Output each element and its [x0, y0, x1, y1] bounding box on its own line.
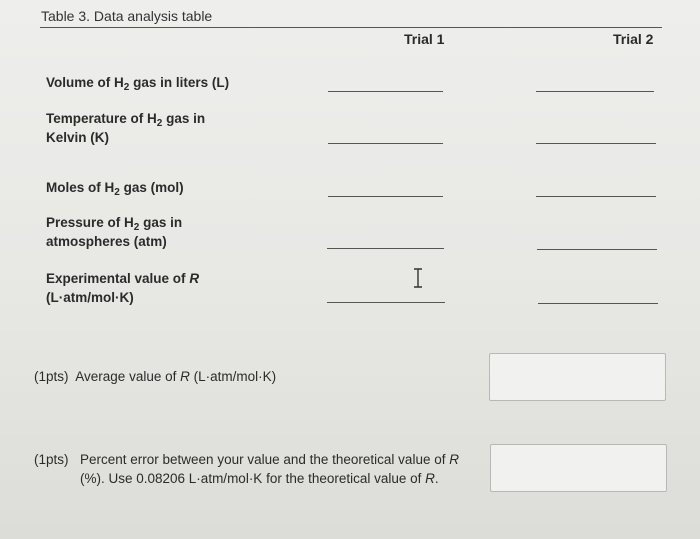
- text-cursor-icon: [412, 268, 424, 288]
- input-pressure-trial-1[interactable]: [327, 248, 444, 249]
- input-moles-trial-2[interactable]: [536, 196, 656, 197]
- row-label-volume: Volume of $H_2$ gas in liters (L): [46, 75, 230, 93]
- input-temperature-trial-1[interactable]: [328, 143, 443, 144]
- row-label-experimental-r: Experimental value of R (L·atm/mol·K): [46, 271, 200, 305]
- question-average-r: (1pts) Average value of R (L·atm/mol·K): [34, 369, 277, 384]
- table-title: Table 3. Data analysis table: [41, 8, 213, 24]
- input-temperature-trial-2[interactable]: [536, 143, 656, 144]
- row-label-moles: Moles of $H_2$ gas (mol): [46, 180, 184, 198]
- row-label-temperature: Temperature of $H_2$ gas in Kelvin (K): [46, 111, 206, 145]
- input-experimental-r-trial-2[interactable]: [538, 303, 658, 304]
- answer-box-percent-error[interactable]: [490, 444, 667, 492]
- input-volume-trial-1[interactable]: [328, 91, 443, 92]
- input-pressure-trial-2[interactable]: [537, 249, 657, 250]
- input-volume-trial-2[interactable]: [536, 91, 654, 92]
- input-moles-trial-1[interactable]: [328, 196, 443, 197]
- column-header-trial-2: Trial 2: [613, 31, 654, 47]
- question-points-2: (1pts): [34, 452, 69, 467]
- column-header-trial-1: Trial 1: [404, 31, 445, 47]
- question-percent-error: Percent error between your value and the theoretical value of R (%). Use 0.08206 L·atm/mol·K for the theoretical value of R.: [80, 452, 459, 486]
- question-points: (1pts): [34, 369, 69, 384]
- row-label-pressure: Pressure of $H_2$ gas in atmospheres (atm): [46, 215, 183, 249]
- title-divider: [40, 27, 662, 28]
- answer-box-average-r[interactable]: [489, 353, 666, 401]
- input-experimental-r-trial-1[interactable]: [327, 302, 445, 303]
